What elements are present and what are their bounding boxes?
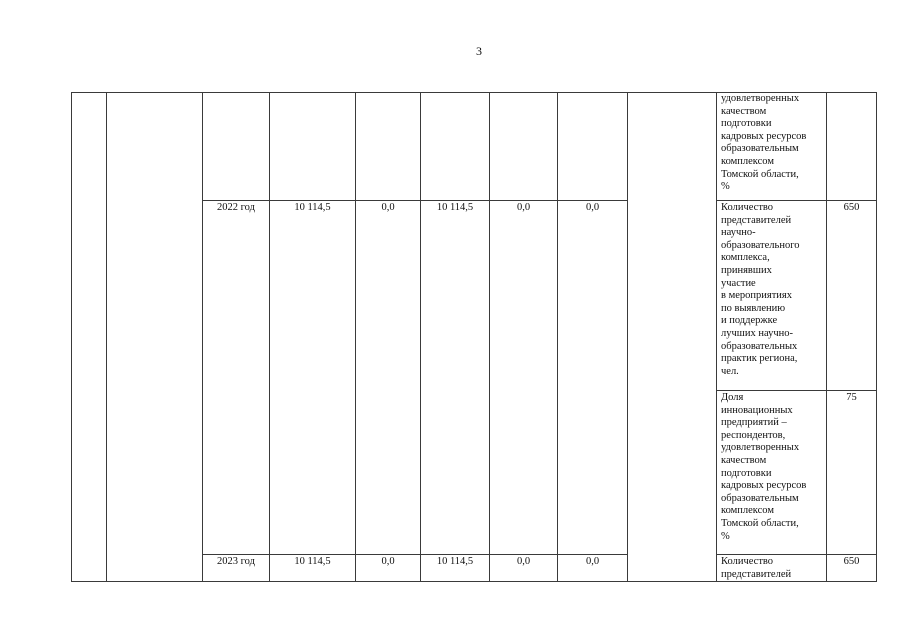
indicator-value: 650 <box>843 556 860 567</box>
table-divider-col2 <box>202 92 203 582</box>
other-cell: 0,0 <box>585 556 600 567</box>
row-divider-2023-indicator <box>716 554 877 555</box>
indicator-cell: Доля инновационных предприятий – респондентов, удовлетворенных качеством подготовки кадровых ресурсов образовательным комплексом Томской области, % <box>721 392 807 542</box>
table-divider-col7 <box>557 92 558 582</box>
other-cell: 0,0 <box>585 202 600 213</box>
row-divider-2022 <box>202 200 627 201</box>
year-cell: 2022 год <box>217 202 255 213</box>
table-divider-col10 <box>826 92 827 582</box>
regional-cell: 10 114,5 <box>436 556 474 567</box>
total-cell: 10 114,5 <box>294 202 331 213</box>
row-divider-indicator <box>716 390 877 391</box>
local-cell: 0,0 <box>516 202 531 213</box>
table-divider-col6 <box>489 92 490 582</box>
row-divider-2022-indicator <box>716 200 877 201</box>
table-border-left <box>71 92 72 582</box>
year-cell: 2023 год <box>217 556 255 567</box>
table-divider-col8 <box>627 92 628 582</box>
row-divider-2023 <box>202 554 627 555</box>
table-divider-col9 <box>716 92 717 582</box>
federal-cell: 0,0 <box>381 556 395 567</box>
total-cell: 10 114,5 <box>294 556 331 567</box>
page-number: 3 <box>476 44 482 58</box>
table-divider-col3 <box>269 92 270 582</box>
regional-cell: 10 114,5 <box>436 202 474 213</box>
indicator-value: 650 <box>843 202 860 213</box>
indicator-cell: Количество представителей <box>721 556 792 580</box>
indicator-value: 75 <box>846 392 857 403</box>
table-divider-col5 <box>420 92 421 582</box>
table-border-right <box>876 92 877 582</box>
local-cell: 0,0 <box>516 556 531 567</box>
federal-cell: 0,0 <box>381 202 395 213</box>
table-divider-col4 <box>355 92 356 582</box>
indicator-cell: удовлетворенных качеством подготовки кадровых ресурсов образовательным комплексом Томской области, % <box>721 93 807 193</box>
table-divider-col1 <box>106 92 107 582</box>
indicator-cell: Количество представителей научно- образовательного комплекса, принявших участие в мероприятиях по выявлению и поддержке лучших научно- образовательных практик региона, чел. <box>721 202 800 377</box>
